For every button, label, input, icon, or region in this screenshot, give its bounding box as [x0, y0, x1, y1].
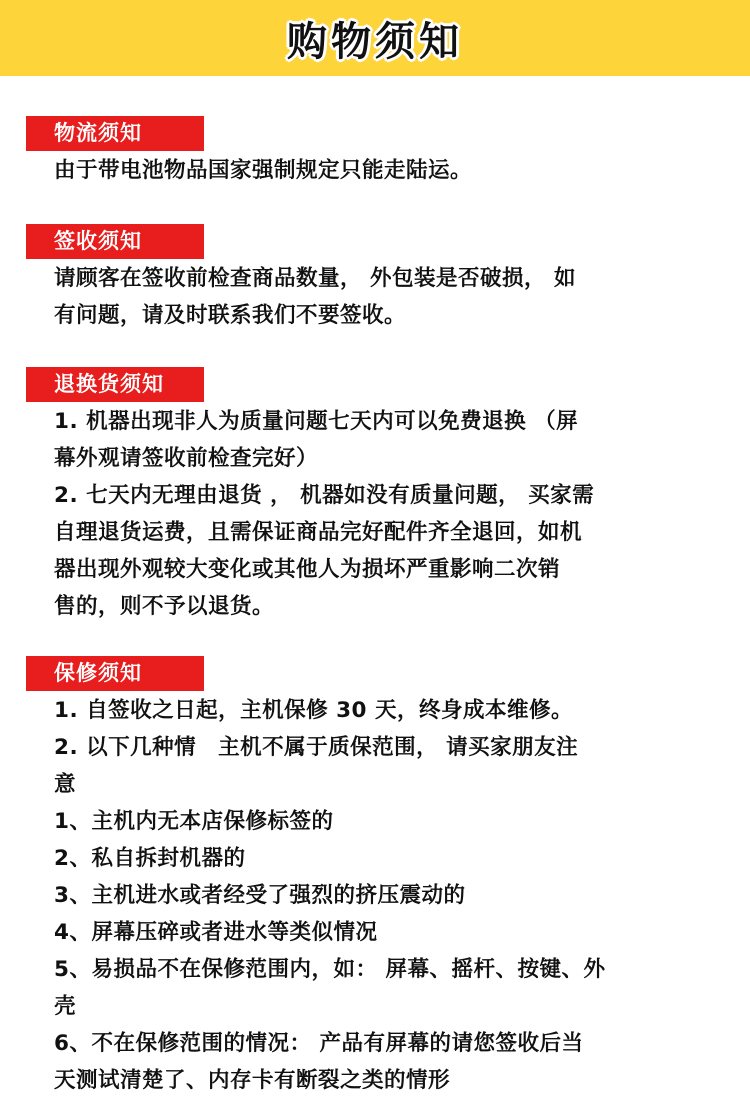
text-line: 天测试清楚了、内存卡有断裂之类的情形 — [54, 1068, 451, 1093]
section-tag-signing: 签收须知 — [26, 224, 204, 259]
text-line: 3、主机进水或者经受了强烈的挤压震动的 — [54, 883, 466, 908]
text-line: 2. 七天内无理由退货 ， 机器如没有质量问题， 买家需 — [54, 483, 595, 508]
title-banner — [0, 0, 750, 76]
text-line: 壳 — [54, 994, 77, 1019]
text-line: 6、不在保修范围的情况： 产品有屏幕的请您签收后当 — [54, 1031, 584, 1056]
text-line: 请顾客在签收前检查商品数量， 外包装是否破损， 如 — [54, 266, 576, 291]
section-tag-returns: 退换货须知 — [26, 367, 204, 402]
text-line: 器出现外观较大变化或其他人为损坏严重影响二次销 — [54, 557, 561, 582]
text-line: 1. 机器出现非人为质量问题七天内可以免费退换 （屏 — [54, 409, 579, 434]
text-line: 2、私自拆封机器的 — [54, 846, 246, 871]
text-line: 自理退货运费，且需保证商品完好配件齐全退回，如机 — [54, 520, 583, 545]
section-tag-logistics: 物流须知 — [26, 116, 204, 151]
text-line: 售的，则不予以退货。 — [54, 594, 275, 619]
text-line: 1、主机内无本店保修标签的 — [54, 809, 334, 834]
text-line: 2. 以下几种情 主机不属于质保范围， 请买家朋友注 — [54, 735, 579, 760]
section-body — [54, 692, 714, 1099]
section-body — [54, 260, 714, 334]
page-title: 购物须知 — [287, 18, 463, 65]
text-line: 由于带电池物品国家强制规定只能走陆运。 — [54, 158, 473, 183]
section-body — [54, 403, 714, 625]
text-line: 1. 自签收之日起，主机保修 30 天，终身成本维修。 — [54, 698, 574, 723]
text-line: 5、易损品不在保修范围内，如： 屏幕、摇杆、按键、外 — [54, 957, 606, 982]
text-line: 有问题，请及时联系我们不要签收。 — [54, 303, 407, 328]
section-tag-warranty: 保修须知 — [26, 656, 204, 691]
section-body — [54, 152, 714, 189]
text-line: 意 — [54, 772, 77, 797]
text-line: 4、屏幕压碎或者进水等类似情况 — [54, 920, 378, 945]
text-line: 幕外观请签收前检查完好） — [54, 446, 319, 471]
